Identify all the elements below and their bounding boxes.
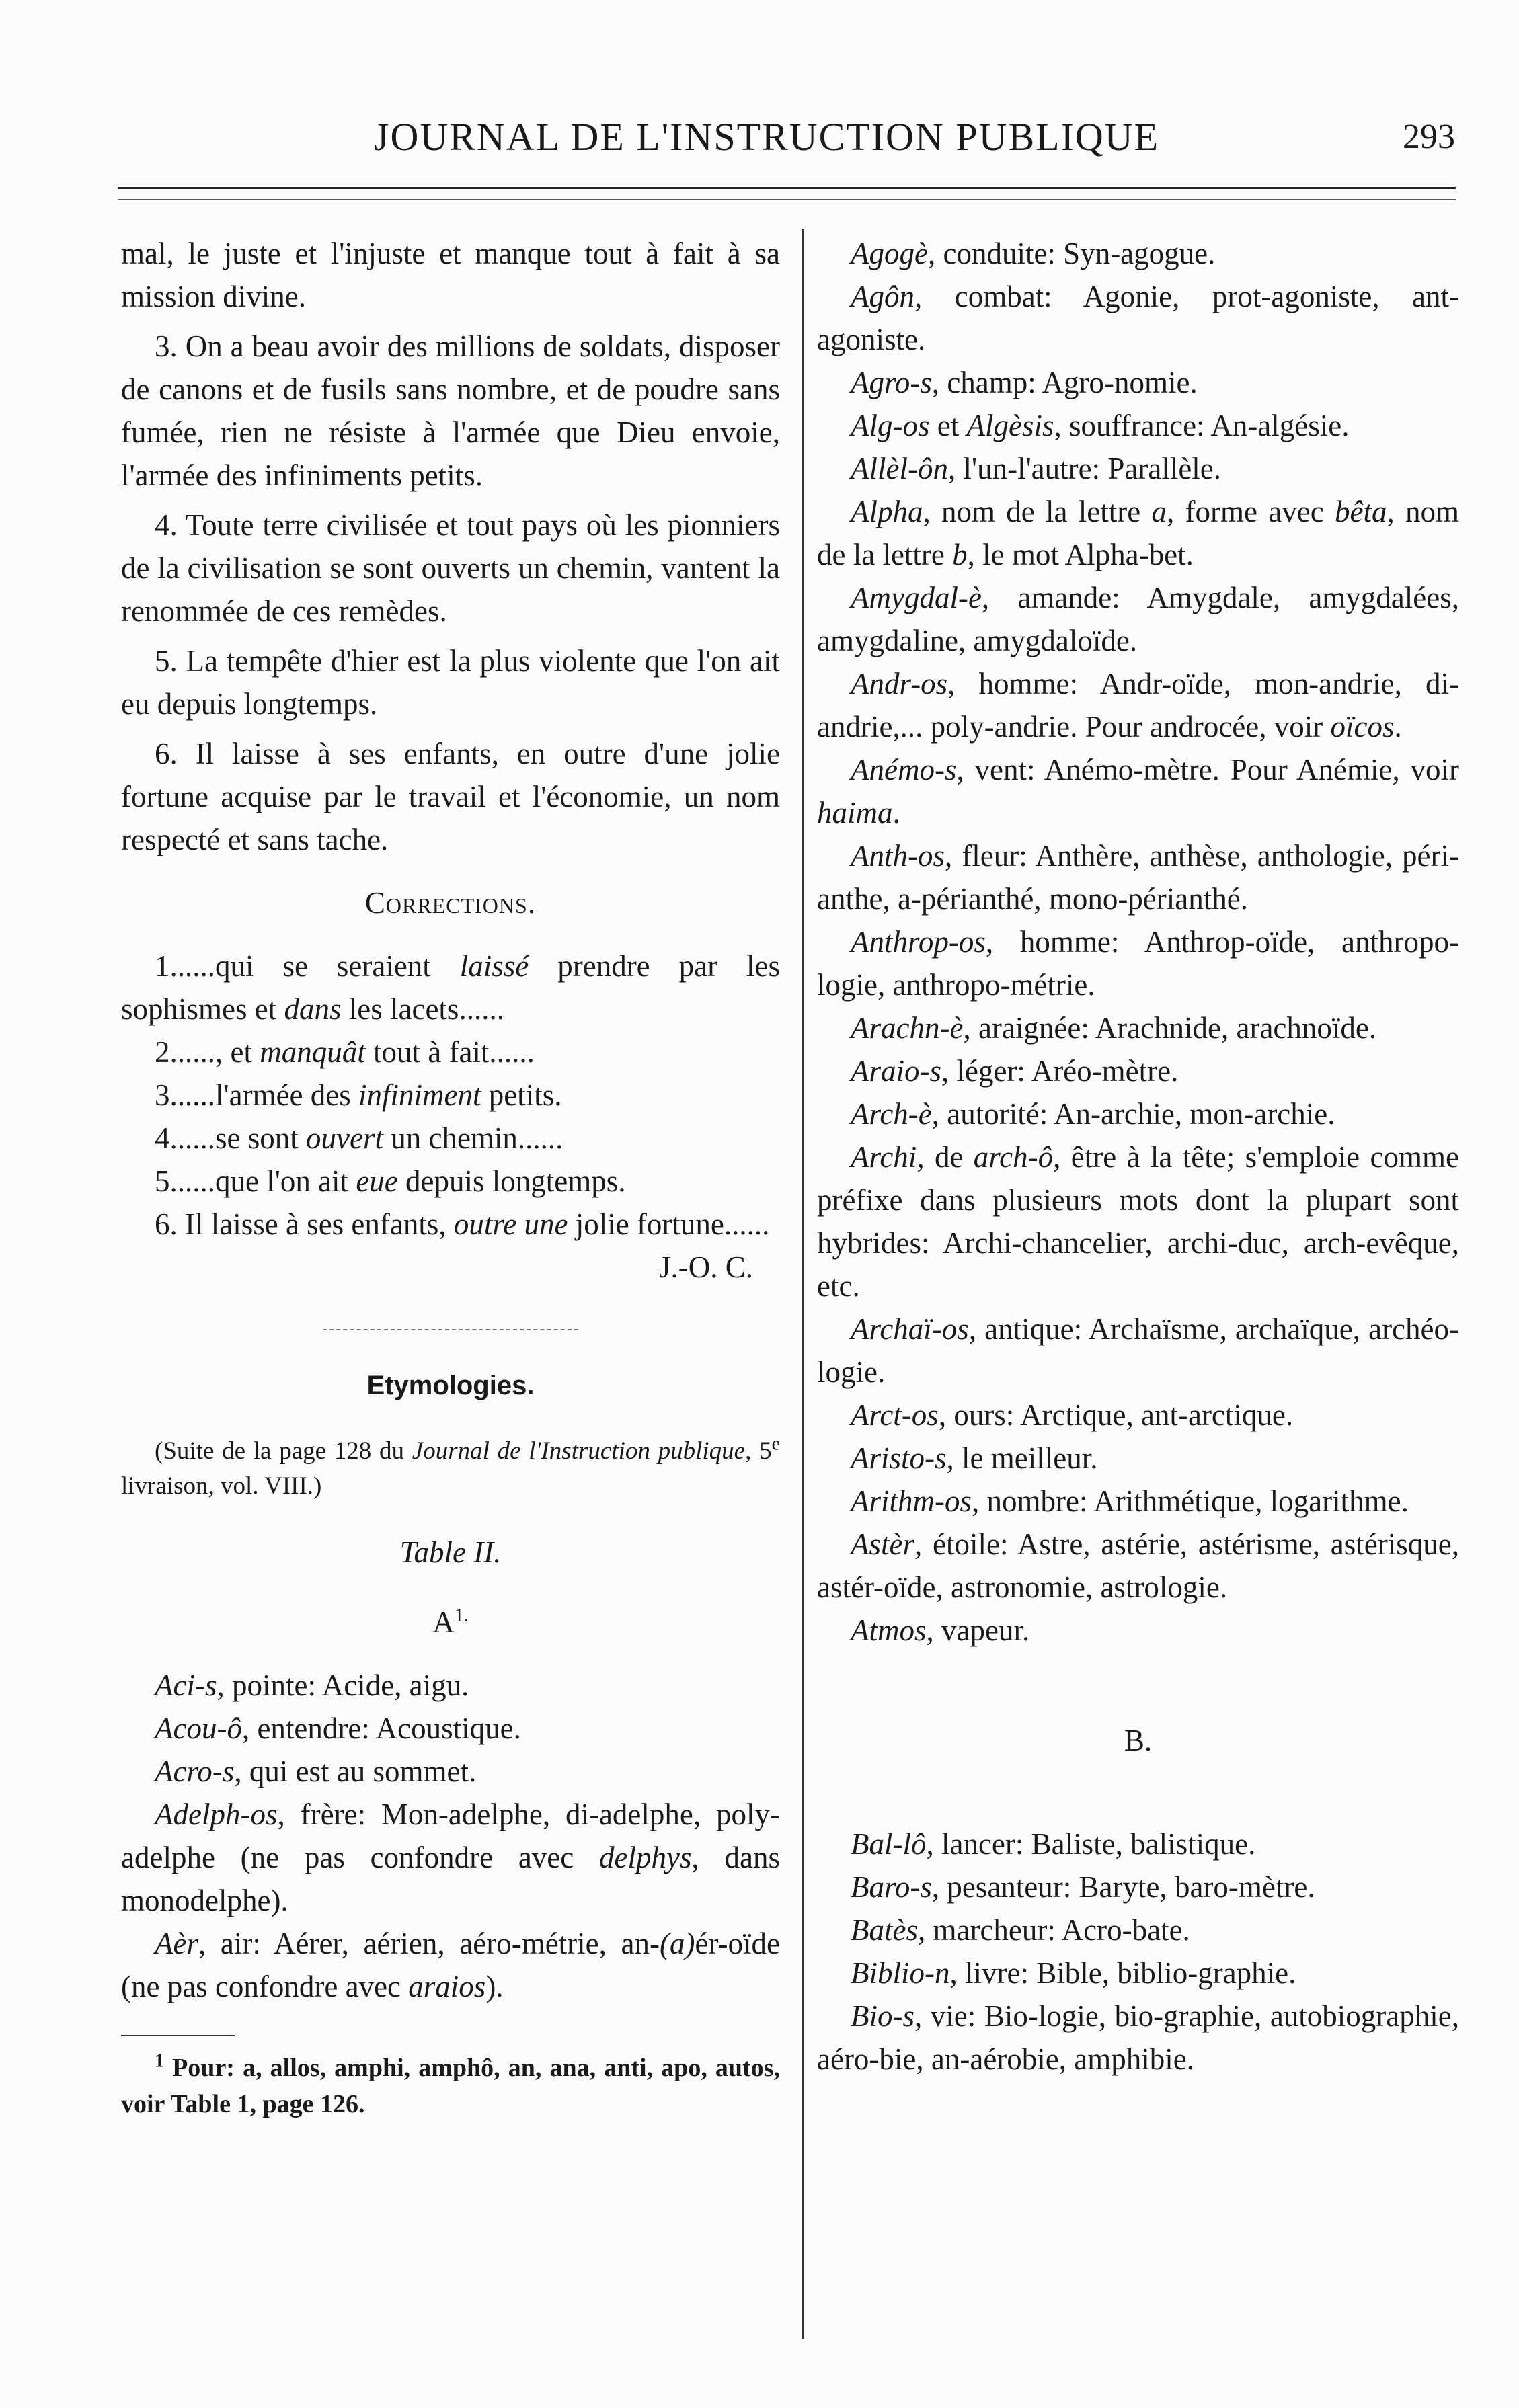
entry-aster: Astèr, étoile: Astre, astérie, astérisme, astérisque, astér-oïde, astronomie, astrologie. xyxy=(817,1527,1459,1604)
entry-anemo: Anémo-s, vent: Anémo-mètre. Pour Anémie, voir haima. xyxy=(817,753,1459,830)
table-title: Table II. xyxy=(399,1535,502,1569)
footnote: $^1$ Pour: a, allos, amphi, amphô, an, ana, anti, apo, autos, voir Table 1, page 126. xyxy=(121,2050,780,2118)
entry-bal: Bal-lô, lancer: Baliste, balistique. xyxy=(851,1827,1256,1861)
paragraph-3: 3. On a beau avoir des millions de soldats, disposer de canons et de fusils sans nombre, et de poudre sans fumée, rien ne résiste à l'armée que Dieu envoie, l'armée des infiniments petits. xyxy=(121,329,780,492)
page-number: 293 xyxy=(1403,118,1455,156)
entry-arct: Arct-os, ours: Arctique, ant-arctique. xyxy=(851,1398,1294,1432)
entry-alpha: Alpha, nom de la lettre a, forme avec bêta, nom de la lettre b, le mot Alpha-bet. xyxy=(817,495,1459,571)
entry-bates: Batès, marcheur: Acro-bate. xyxy=(851,1913,1190,1947)
correction-4: 4......se sont ouvert un chemin...... xyxy=(155,1121,563,1155)
running-title: JOURNAL DE L'INSTRUCTION PUBLIQUE xyxy=(373,115,1160,159)
entry-anth: Anth-os, fleur: Anthère, anthèse, anthologie, péri-anthe, a-périanthé, mono-périanthé. xyxy=(817,839,1459,916)
entry-acou: Acou-ô, entendre: Acoustique. xyxy=(155,1712,521,1745)
entry-amygdal: Amygdal-è, amande: Amygdale, amygdalées, amygdaline, amygdaloïde. xyxy=(817,581,1459,657)
paragraph-1: mal, le juste et l'injuste et manque tout à fait à sa mission divine. xyxy=(121,237,780,313)
header-rule xyxy=(118,187,1456,189)
entry-arithm: Arithm-os, nombre: Arithmétique, logarithme. xyxy=(851,1484,1409,1518)
entry-andr: Andr-os, homme: Andr-oïde, mon-andrie, di-andrie,... poly-andrie. Pour androcée, voir oïcos. xyxy=(817,667,1459,744)
paragraph-4: 4. Toute terre civilisée et tout pays où les pionniers de la civilisation se sont ouverts un chemin, vantent la renommée de ces remèdes. xyxy=(121,508,780,628)
correction-3: 3......l'armée des infiniment petits. xyxy=(155,1078,562,1112)
entry-archai: Archaï-os, antique: Archaïsme, archaïque, archéo-logie. xyxy=(817,1312,1459,1389)
etymologies-title: Etymologies. xyxy=(366,1371,535,1400)
entry-arche: Arch-è, autorité: An-archie, mon-archie. xyxy=(851,1097,1335,1131)
corrections-title: Corrections. xyxy=(364,886,537,920)
correction-2: 2......, et manquât tout à fait...... xyxy=(155,1035,535,1069)
column-divider xyxy=(802,229,804,2339)
entry-araio: Araio-s, léger: Aréo-mètre. xyxy=(851,1054,1179,1088)
entry-bio: Bio-s, vie: Bio-logie, bio-graphie, autobiographie, aéro-bie, an-aérobie, amphibie. xyxy=(817,1999,1459,2076)
entry-atmos: Atmos, vapeur. xyxy=(851,1613,1030,1647)
entry-baro: Baro-s, pesanteur: Baryte, baro-mètre. xyxy=(851,1870,1315,1904)
signature: J.-O. C. xyxy=(658,1250,753,1284)
entry-acro: Acro-s, qui est au sommet. xyxy=(155,1755,477,1788)
entry-biblio: Biblio-n, livre: Bible, biblio-graphie. xyxy=(851,1956,1296,1990)
suite-note: (Suite de la page 128 du Journal de l'Instruction publique, 5e livraison, vol. VIII.) xyxy=(121,1433,781,1500)
section-a-heading: $A^{1.}$ xyxy=(432,1605,469,1639)
page-header xyxy=(0,114,1519,175)
entry-archi: Archi, de arch-ô, être à la tête; s'emploie comme préfixe dans plusieurs mots dont la plupart sont hybrides: Archi-chancelier, archi-duc, arch-evêque, etc. xyxy=(817,1140,1459,1303)
right-column xyxy=(817,232,1459,2081)
entry-adelph: Adelph-os, frère: Mon-adelphe, di-adelphe, poly-adelphe (ne pas confondre avec delphys, dans monodelphe). xyxy=(121,1798,780,1917)
entry-aci: Aci-s, pointe: Acide, aigu. xyxy=(155,1669,469,1702)
header-rule-thin xyxy=(118,199,1456,200)
left-column xyxy=(121,232,780,2122)
correction-6: 6. Il laisse à ses enfants, outre une jolie fortune...... xyxy=(155,1207,770,1241)
entry-aristo: Aristo-s, le meilleur. xyxy=(851,1441,1098,1475)
entry-agro: Agro-s, champ: Agro-nomie. xyxy=(851,366,1198,399)
correction-1: 1......qui se seraient laissé prendre par les sophismes et dans les lacets...... xyxy=(121,949,780,1026)
paragraph-5: 5. La tempête d'hier est la plus violente que l'on ait eu depuis longtemps. xyxy=(121,644,780,721)
entry-arachn: Arachn-è, araignée: Arachnide, arachnoïde. xyxy=(851,1011,1377,1045)
entry-allel: Allèl-ôn, l'un-l'autre: Parallèle. xyxy=(851,452,1222,485)
correction-5: 5......que l'on ait eue depuis longtemps. xyxy=(155,1164,626,1198)
entry-alg: Alg-os et Algèsis, souffrance: An-algésie. xyxy=(851,409,1350,442)
section-separator xyxy=(323,1329,578,1330)
entry-aer: Aèr, air: Aérer, aérien, aéro-métrie, an-(a)ér-oïde (ne pas confondre avec araios). xyxy=(121,1927,780,2003)
footnote-rule xyxy=(121,2035,235,2036)
entry-agoge: Agogè, conduite: Syn-agogue. xyxy=(851,237,1216,270)
paragraph-6: 6. Il laisse à ses enfants, en outre d'une jolie fortune acquise par le travail et l'économie, un nom respecté et sans tache. xyxy=(121,737,780,856)
entry-agon: Agôn, combat: Agonie, prot-agoniste, ant-agoniste. xyxy=(817,280,1459,356)
entry-anthrop: Anthrop-os, homme: Anthrop-oïde, anthropo-logie, anthropo-métrie. xyxy=(817,925,1459,1002)
section-b-heading: B. xyxy=(1124,1724,1153,1757)
